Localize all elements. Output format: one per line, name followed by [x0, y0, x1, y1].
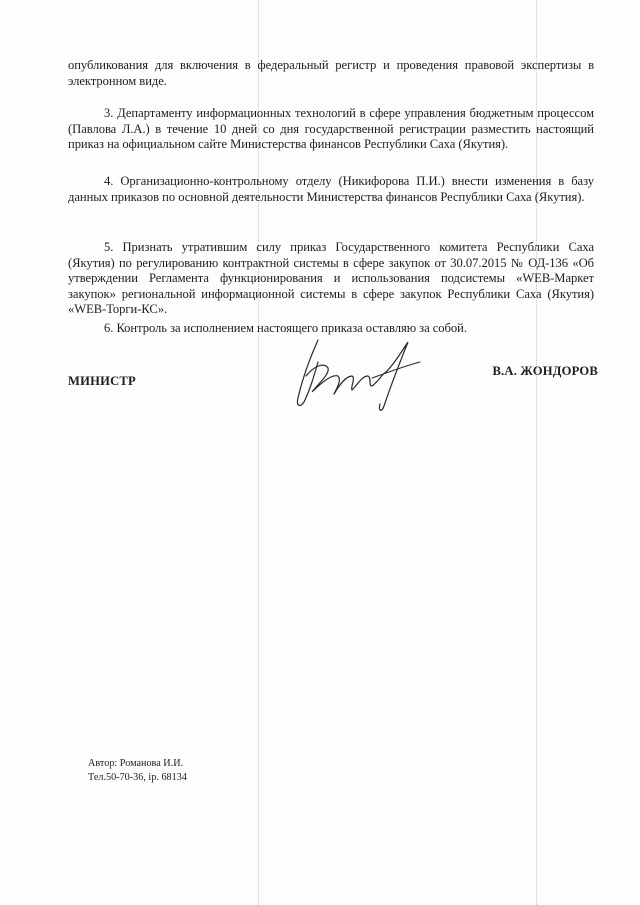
author-info — [88, 757, 187, 784]
author-phone: Тел.50-70-36, ip. 68134 — [88, 771, 187, 783]
paragraph-5: 5. Признать утратившим силу приказ Государственного комитета Республики Саха (Якутия) по регулированию контрактной системы в сфере закупок от 30.07.2015 № ОД-136 «Об утверждении Регламента функционирования и использования подсистемы «WEB-Маркет закупок» региональной информационной системы в сфере закупок Республики Саха (Якутия) «WEB-Торги-КС». — [68, 240, 594, 317]
handwritten-signature-icon — [288, 332, 428, 416]
paragraph-4: 4. Организационно-контрольному отделу (Никифорова П.И.) внести изменения в базу данных приказов по основной деятельности Министерства финансов Республики Саха (Якутия). — [68, 174, 594, 204]
paragraph-6: 6. Контроль за исполнением настоящего приказа оставляю за собой. — [104, 321, 467, 335]
signatory-name: В.А. ЖОНДОРОВ — [492, 364, 598, 378]
paragraph-3: 3. Департаменту информационных технологий в сфере управления бюджетным процессом (Павлова Л.А.) в течение 10 дней со дня государственной регистрации разместить настоящий приказ на официальном сайте Министерства финансов Республики Саха (Якутия). — [68, 106, 594, 152]
author-name: Автор: Романова И.И. — [88, 758, 184, 769]
signatory-title: МИНИСТР — [68, 374, 136, 388]
paragraph-continuation: опубликования для включения в федеральный регистр и проведения правовой экспертизы в электронном виде. — [68, 58, 594, 88]
